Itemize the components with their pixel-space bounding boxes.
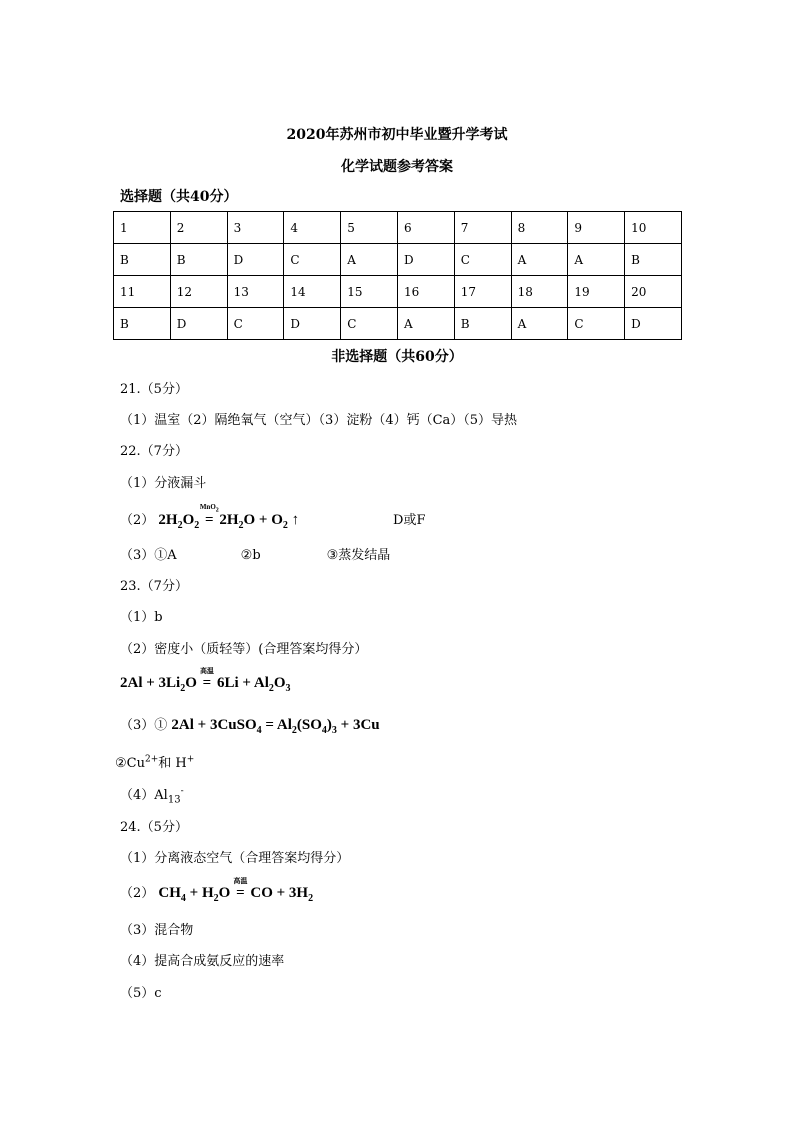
q23-heading: 23.（7分）	[120, 579, 188, 594]
eq-condition-mno2: MnO$_2$ =	[199, 503, 219, 528]
table-cell: D	[170, 308, 227, 340]
table-cell: 1	[114, 212, 171, 244]
q23-a3-prefix: （3）①	[120, 718, 168, 733]
table-cell: 7	[454, 212, 511, 244]
choice-section-heading: 选择题（共40分）	[120, 189, 238, 205]
q23-answer-3b	[115, 752, 194, 771]
q24-answer-3: （3）混合物	[120, 923, 194, 938]
q24-heading: 24.（5分）	[120, 820, 188, 835]
table-cell: C	[227, 308, 284, 340]
q24-equation: $CH_4 + H_2O$ 高温 = CO + $3H_2$	[158, 877, 314, 904]
q24-a2-prefix: （2）	[120, 886, 155, 901]
q23-a3-2-sup: 2+	[144, 754, 159, 765]
q22-a3-2: ②b	[240, 548, 261, 563]
table-cell: 12	[170, 276, 227, 308]
table-cell: B	[625, 244, 682, 276]
q23-a4: （4）Al	[120, 788, 168, 803]
q22-a2-tail: D或F	[393, 513, 426, 528]
table-cell: 13	[227, 276, 284, 308]
table-cell: D	[284, 308, 341, 340]
table-cell: D	[625, 308, 682, 340]
q23-answer-1: （1）b	[120, 610, 163, 625]
question-number-row	[114, 212, 682, 244]
table-cell: 15	[341, 276, 398, 308]
eq-condition-high-temp: 高温 =	[199, 667, 214, 691]
table-cell: B	[454, 308, 511, 340]
q22-a2-prefix: （2）	[120, 513, 155, 528]
table-cell: 14	[284, 276, 341, 308]
table-cell: 10	[625, 212, 682, 244]
table-cell: B	[114, 244, 171, 276]
table-cell: A	[511, 308, 568, 340]
q22-equation: $2H_2O_2$ MnO$_2$ = $2H_2O + O_2$ ↑	[158, 503, 300, 531]
table-cell: D	[227, 244, 284, 276]
table-cell: 6	[397, 212, 454, 244]
eq-h2o2-left: 2H	[158, 512, 178, 528]
table-cell: 3	[227, 212, 284, 244]
q23-a3-2-sup2: +	[186, 754, 195, 765]
q23-a4-sup: -	[180, 786, 184, 797]
answer-letter-row	[114, 308, 682, 340]
table-cell: 11	[114, 276, 171, 308]
q24-answer-1: （1）分离液态空气（合理答案均得分）	[120, 851, 350, 866]
table-cell: 4	[284, 212, 341, 244]
q21-answer: （1）温室（2）隔绝氧气（空气）（3）淀粉（4）钙（Ca）（5）导热	[120, 413, 518, 428]
table-cell: 19	[568, 276, 625, 308]
eq-condition-high-temp-2: 高温 =	[233, 877, 248, 901]
table-cell: 16	[397, 276, 454, 308]
q24-answer-2	[120, 877, 314, 904]
table-cell: 2	[170, 212, 227, 244]
table-cell: C	[568, 308, 625, 340]
table-cell: 18	[511, 276, 568, 308]
exam-title: 2020年苏州市初中毕业暨升学考试	[286, 127, 508, 143]
q22-a3-prefix: （3）	[120, 548, 155, 563]
table-cell: 20	[625, 276, 682, 308]
q22-a3-3: ③蒸发结晶	[326, 548, 391, 563]
eq-h2o-right: 2H	[219, 512, 239, 528]
q23-a3-2: ②Cu	[115, 756, 145, 771]
q23-equation-1: $2Al + 3Li_2O$ 高温 = $6Li + Al_2O_3$	[120, 667, 291, 694]
q23-answer-4	[120, 784, 184, 806]
q23-a3-2-mid: 和 H	[158, 756, 187, 771]
table-cell: 8	[511, 212, 568, 244]
q22-answer-2	[120, 503, 426, 531]
table-cell: A	[397, 308, 454, 340]
q23-equation-2: 2Al + 3CuSO$_4$ = $Al_2(SO_4)_3 + 3Cu$	[171, 717, 380, 736]
table-cell: A	[341, 244, 398, 276]
q22-answer-1: （1）分液漏斗	[120, 476, 207, 491]
q24-answer-4: （4）提高合成氨反应的速率	[120, 954, 285, 969]
q24-answer-5: （5）c	[120, 986, 162, 1001]
q21-heading: 21.（5分）	[120, 382, 188, 397]
gas-up-arrow-icon: ↑	[291, 512, 300, 528]
table-cell: B	[170, 244, 227, 276]
q23-answer-3	[120, 714, 380, 736]
table-cell: B	[114, 308, 171, 340]
q23-a4-sub: 13	[167, 794, 181, 806]
table-cell: 5	[341, 212, 398, 244]
table-cell: C	[341, 308, 398, 340]
table-cell: A	[511, 244, 568, 276]
answer-key-subtitle: 化学试题参考答案	[341, 159, 453, 175]
table-cell: C	[284, 244, 341, 276]
q22-answer-3	[120, 544, 390, 563]
table-cell: D	[397, 244, 454, 276]
table-cell: A	[568, 244, 625, 276]
nonchoice-section-heading: 非选择题（共60分）	[331, 349, 463, 365]
answer-letter-row	[114, 244, 682, 276]
table-cell: 17	[454, 276, 511, 308]
q22-a3-1: ①A	[154, 548, 177, 563]
choice-answer-table	[113, 211, 682, 340]
question-number-row	[114, 276, 682, 308]
table-cell: 9	[568, 212, 625, 244]
q23-answer-2: （2）密度小（质轻等）(合理答案均得分）	[120, 642, 368, 657]
q22-heading: 22.（7分）	[120, 444, 188, 459]
table-cell: C	[454, 244, 511, 276]
